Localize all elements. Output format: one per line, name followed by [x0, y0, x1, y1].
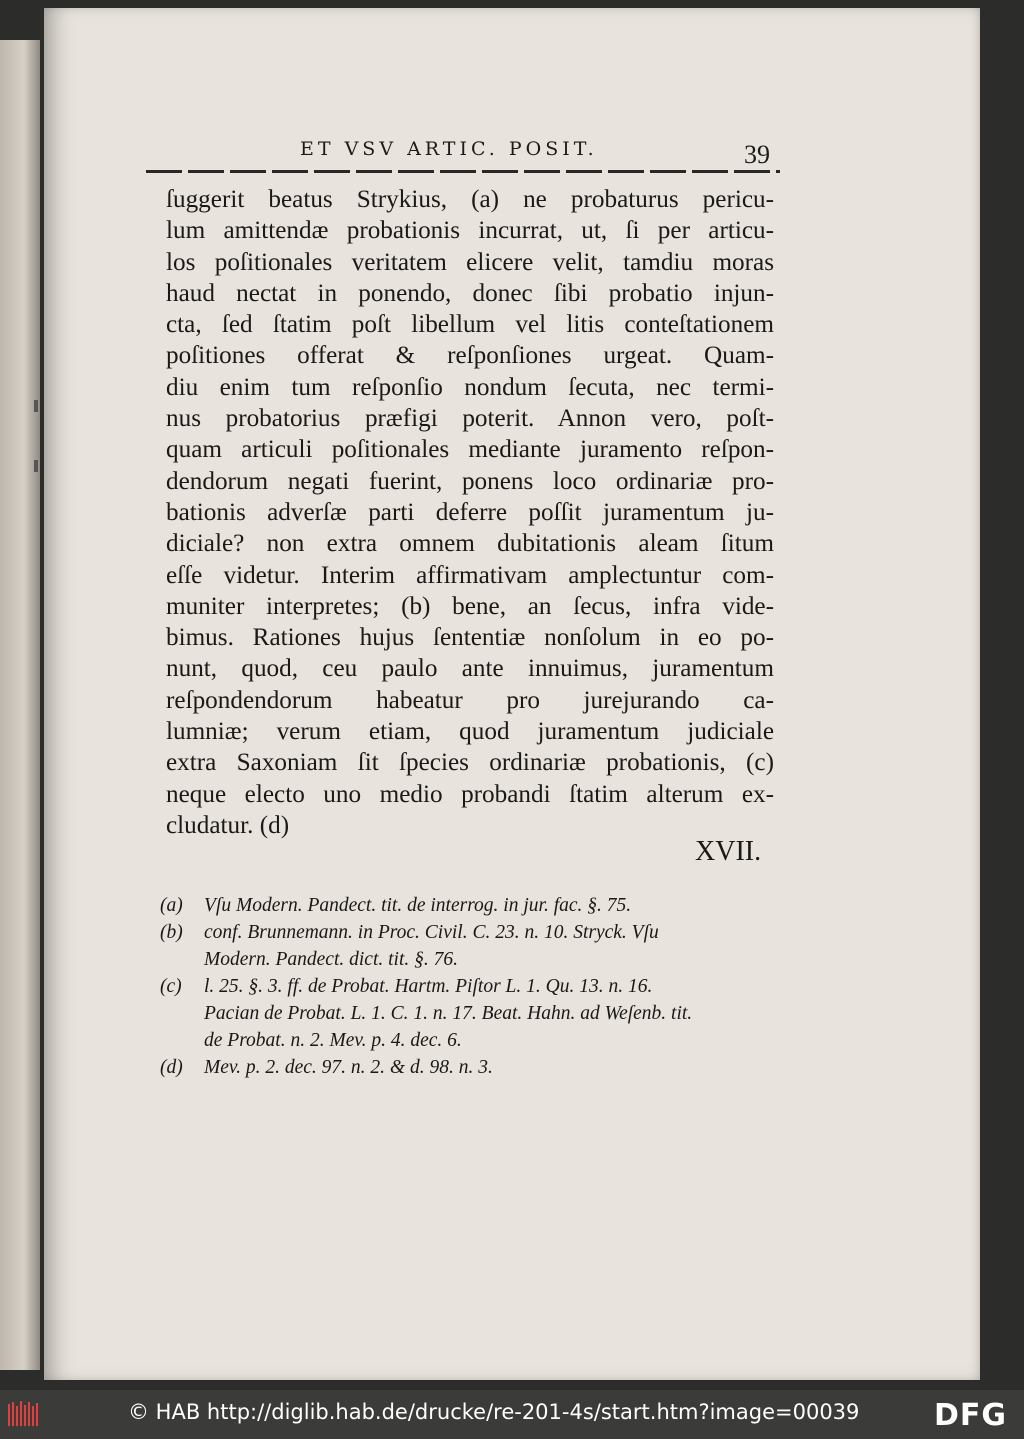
text-line: diu enim tum reſponſio nondum ſecuta, nec termi-: [166, 373, 774, 401]
footnote-c: [160, 973, 780, 1054]
text-line: cludatur. (d): [166, 811, 290, 839]
text-line: cta, ſed ſtatim poſt libellum vel litis conteſtationem: [166, 311, 774, 339]
footnote-d: [160, 1054, 780, 1081]
text-line: poſitiones offerat & reſponſiones urgeat. Quam-: [166, 342, 774, 370]
page-number: 39: [744, 140, 770, 169]
text-line: diciale? non extra omnem dubitationis aleam ſitum: [166, 530, 774, 558]
footnote-mark: (b): [160, 922, 183, 943]
footnote-line: de Probat. n. 2. Mev. p. 4. dec. 6.: [204, 1030, 462, 1051]
text-line: nus probatorius præfigi poterit. Annon vero, poſt-: [166, 405, 774, 433]
text-line: lum amittendæ probationis incurrat, ut, ſi per articu-: [166, 217, 774, 245]
previous-page-edge: [0, 40, 40, 1370]
footnote-mark: (c): [160, 976, 182, 997]
footnote-line: Mev. p. 2. dec. 97. n. 2. & d. 98. n. 3.: [204, 1057, 493, 1078]
text-line: haud nectat in ponendo, donec ſibi probatio injun-: [166, 279, 774, 307]
hab-logo-icon: [6, 1398, 40, 1430]
text-line: lumniæ; verum etiam, quod juramentum judiciale: [166, 718, 774, 746]
footnote-mark: (a): [160, 895, 183, 916]
text-line: ſuggerit beatus Strykius, (a) ne probaturus pericu-: [166, 186, 774, 213]
text-line: nunt, quod, ceu paulo ante innuimus, juramentum: [166, 655, 774, 683]
footnote-line: Pacian de Probat. L. 1. C. 1. n. 17. Beat. Hahn. ad Weſenb. tit.: [204, 1003, 693, 1024]
dfg-logo: DFG: [934, 1398, 1008, 1433]
footnote-line: Vſu Modern. Pandect. tit. de interrog. in jur. fac. §. 75.: [204, 895, 632, 916]
footnote-a: [160, 892, 780, 919]
footnote-line: conf. Brunnemann. in Proc. Civil. C. 23. n. 10. Stryck. Vſu: [204, 922, 659, 943]
footnote-mark: (d): [160, 1057, 183, 1078]
main-text: [166, 184, 774, 841]
text-line: eſſe videtur. Interim affirmativam amplectuntur com-: [166, 561, 774, 589]
text-line: muniter interpretes; (b) bene, an ſecus, infra vide-: [166, 592, 774, 620]
text-line: los poſitionales veritatem elicere velit, tamdiu moras: [166, 248, 774, 276]
copyright-link[interactable]: © HAB http://diglib.hab.de/drucke/re-201-4s/start.htm?image=00039: [128, 1400, 860, 1424]
text-line: neque electo uno medio probandi ſtatim alterum ex-: [166, 780, 774, 808]
footnote-line: l. 25. §. 3. ff. de Probat. Hartm. Piſtor L. 1. Qu. 13. n. 16.: [204, 976, 653, 997]
footnote-line: Modern. Pandect. dict. tit. §. 76.: [204, 949, 458, 970]
text-line: quam articuli poſitionales mediante juramento reſpon-: [166, 436, 774, 464]
header-rule: [146, 170, 780, 173]
footnote-b: [160, 919, 780, 973]
text-line: extra Saxoniam ſit ſpecies ordinariæ probationis, (c): [166, 749, 774, 777]
book-page: [44, 8, 980, 1380]
footer-bar: [0, 1390, 1024, 1439]
footnotes: [160, 892, 780, 1081]
text-line: bimus. Rationes hujus ſententiæ nonſolum in eo po-: [166, 624, 774, 652]
text-line: bationis adverſæ parti deferre poſſit juramentum ju-: [166, 498, 774, 526]
section-number: XVII.: [695, 836, 762, 867]
text-line: dendorum negati fuerint, ponens loco ordinariæ pro-: [166, 467, 774, 495]
text-line: reſpondendorum habeatur pro jurejurando ca-: [166, 686, 774, 714]
running-head: ET VSV ARTIC. POSIT.: [300, 138, 598, 160]
